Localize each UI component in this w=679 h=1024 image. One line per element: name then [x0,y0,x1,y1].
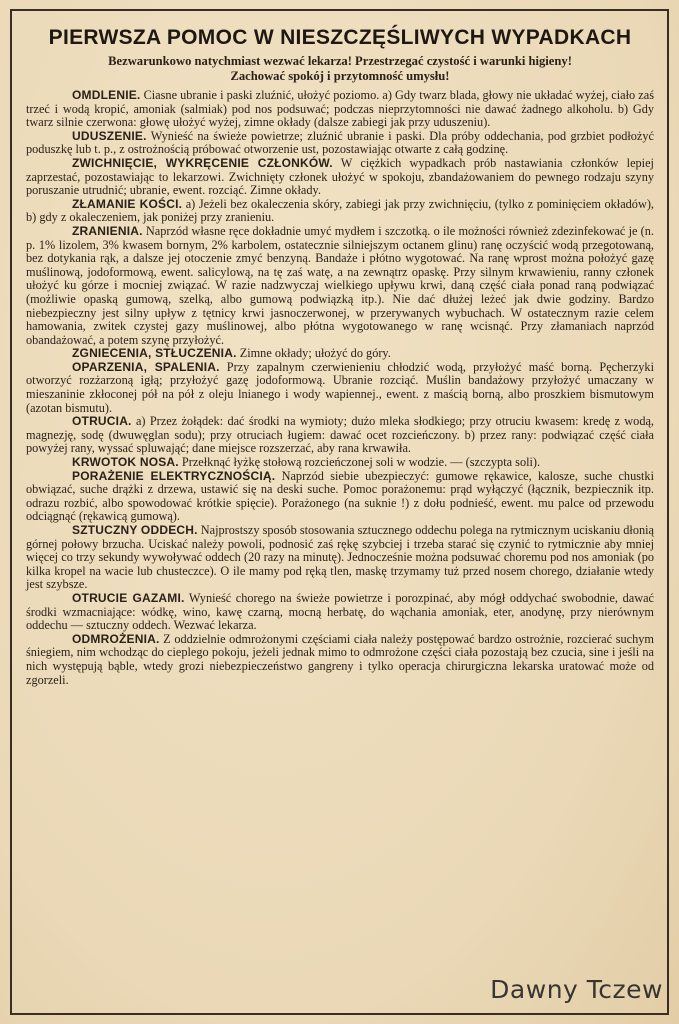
section-text: a) Jeżeli bez okaleczenia skóry, zabiegi jak przy zwichnięciu, (tylko z pominięciem okładów), b) gdy z okaleczeniem, jak poniżej przy zranieniu. [26,196,654,225]
section-paragraph [26,633,654,687]
intro-block [26,54,654,83]
section-heading: KRWOTOK NOSA. [72,455,179,470]
section-text: W ciężkich wypadkach prób nastawiania członków lepiej zaprzestać, pozostawiając to lekarzowi. Zwichnięty członek ułożyć w spokoju, zbandażowaniem do pewnego rodzaju szyny poruszanie utrudnić; ubranie, ewent. rozciąć. Zimne okłady. [26,155,654,198]
section-heading: ODMROŻENIA. [72,631,160,646]
section-text: Najprostszy sposób stosowania sztucznego oddechu polega na rytmicznym uciskaniu dłonią górnej połowy brzucha. Uciskać należy powoli, podnosić zaś rękę szybciej i trzeba starać się czynić to rytmicznie aby mniej więcej co trzy sekundy wywoływać oddech (20 razy na minutę). Jednocześnie można podsuwać choremu pod nos amoniak (po kilka kropel na wacie lub chusteczce). O ile mamy pod ręką tlen, maskę trzymamy tuż przed nosem chorego, działanie wtedy jest szybsze. [26,523,655,592]
section-heading: SZTUCZNY ODDECH. [72,523,198,537]
sections-list [26,89,654,687]
section-heading: OPARZENIA, SPALENIA. [72,359,220,374]
content-area [26,16,654,687]
section-paragraph [26,130,654,157]
section-paragraph [26,361,654,415]
section-text: Naprzód siebie ubezpieczyć: gumowe rękawice, kalosze, suche chustki obwiązać, suche drążki z drzewa, ustawić się na deski suche. Pomoc porażonemu: prąd wyłączyć (łącznik, bezpiecznik itp. odrazu rozbić, albo spowodować krótkie spięcie). Porażonego (na suknie !) z dołu podnieść, ewent. mu palce od przewodu odciągnąć (rękawicą gumową). [26,468,654,524]
section-heading: ZGNIECENIA, STŁUCZENIA. [72,346,237,361]
section-text: Naprzód własne ręce dokładnie umyć mydłem i szczotką. o ile możności również zdezinfekować je (n. p. 1% lizolem, 3% kwasem bornym, 2% karbolem, ostatecznie silniejszym octanem glinu) ranę oczyścić wodą przegotowaną, bez dotykania rąk, a dalsze jej otoczenie zmyć benzyną. Bandaże i płótno wygotować. Na ranę wprost można położyć gazę muślinową, jodoformową, ewent. salicylową, na tę zaś watę, a na zewnątrz opaskę. Przy silnym krwawieniu, ranny członek ułożyć ku górze i mocniej związać. W razie nadzwyczaj wielkiego upływu krwi, daną część ciała ponad raną podwiązać (możliwie opaską gumową, szelką, albo gumową podwiązką itp.). Nie dać dłużej leżeć jak dwie godziny. Bardzo niebezpieczny jest silny upływ z tętnicy krwi jasnoczerwonej, w przerywanych wybuchach. W ostatecznym razie celem hamowania, zwitek czystej gazy muślinowej, albo płótna wygotowanego w ranę wcisnąć. Przy złamaniach naprzód obandażować, a potem szynę przyłożyć. [26,223,654,347]
section-text: a) Przez żołądek: dać środki na wymioty; dużo mleka słodkiego; przy otruciu kwasem: kredę z wodą, magnezję, sodę (dwuwęglan sodu); przy otruciach ługiem: dawać ocet rozcieńczony. b) przez rany: podwiązać część ciała powyżej rany, wyssać spluwająć; dane miejsce rozszerzać, aby rana krwawiła. [26,414,655,456]
section-text: Ciasne ubranie i paski zluźnić, ułożyć poziomo. a) Gdy twarz blada, głowy nie układać wyżej, ciało zaś trzeć i wodą kropić, amoniak (salmiak) pod nos podsuwać; podczas nieprzytomności nie dawać żadnego alkoholu. b) Gdy twarz silnie czerwona: głowę ułożyć wyżej, zimne okłady (dalsze zabiegi jak przy uduszeniu). [26,88,654,130]
section-paragraph [26,89,654,130]
section-text: Wynieść chorego na świeże powietrze i porozpinać, aby mógł oddychać swobodnie, dawać środki wzmacniające: wódkę, wino, kawę czarną, mocną herbatę, do wąchania amoniak, eter, anodynę, przy nierównym oddechu — sztuczny oddech. Wezwać lekarza. [26,590,654,633]
section-paragraph [26,470,654,524]
section-paragraph [26,592,654,633]
section-text: Przełknąć łyżkę stołową rozcieńczonej soli w wodzie. — (szczypta soli). [181,455,541,470]
section-paragraph [26,415,654,456]
section-heading: ZWICHNIĘCIE, WYKRĘCENIE CZŁONKÓW. [72,155,333,170]
section-heading: UDUSZENIE. [72,128,147,143]
section-paragraph [26,524,654,592]
section-paragraph [26,456,654,470]
page-title: PIERWSZA POMOC W NIESZCZĘŚLIWYCH WYPADKACH [48,26,632,49]
section-heading: PORAŻENIE ELEKTRYCZNOŚCIĄ. [72,468,276,483]
section-paragraph [26,198,654,225]
section-text: Przy zapalnym czerwienieniu chłodzić wodą, przyłożyć maść borną. Pęcherzyki otworzyć rozżarzoną igłą; przyłożyć gazę jodoformową. Ubranie rozciąć. Muślin bandażowy przyłożyć umaczany w mieszaninie zkłoconej pół na pół z oleju lnianego i wody wapiennej., ewent. z maścią borną, albo proszkiem bismutowym (azotan bismutu). [26,359,654,415]
section-text: Zimne okłady; ułożyć do góry. [239,346,391,361]
section-heading: ZŁAMANIE KOŚCI. [72,196,183,211]
section-paragraph [26,157,654,198]
section-paragraph [26,347,654,361]
section-heading: OTRUCIE GAZAMI. [72,590,185,605]
section-heading: ZRANIENIA. [72,223,143,238]
intro-line: Bezwarunkowo natychmiast wezwać lekarza! Przestrzegać czystość i warunki higieny! [108,54,572,68]
section-heading: OTRUCIA. [72,414,132,429]
watermark: Dawny Tczew [490,975,663,1004]
section-paragraph [26,225,654,347]
section-text: Z oddzielnie odmrożonymi częściami ciała należy postępować bardzo ostrożnie, rozcierać suchym śniegiem, nim wchodząc do cieplego pokoju, jeżeli jednak mimo to odmrożone części ciała pozostają bez czucia, sine i jeśli na nich występują bąble, wtedy grozi niebezpieczeństwo gangreny i tylko operacja chirurgiczna lekarska uratować może od zgorzeli. [26,631,654,687]
section-heading: OMDLENIE. [72,88,141,102]
intro-line: Zachować spokój i przytomność umysłu! [230,68,450,83]
section-text: Wynieść na świeże powietrze; zluźnić ubranie i paski. Dla próby oddechania, pod grzbiet podłożyć poduszkę lub t. p., z ostrożnością próbować otworzenie ust, pozostawiając otwarte z całą godzinę. [26,128,654,157]
